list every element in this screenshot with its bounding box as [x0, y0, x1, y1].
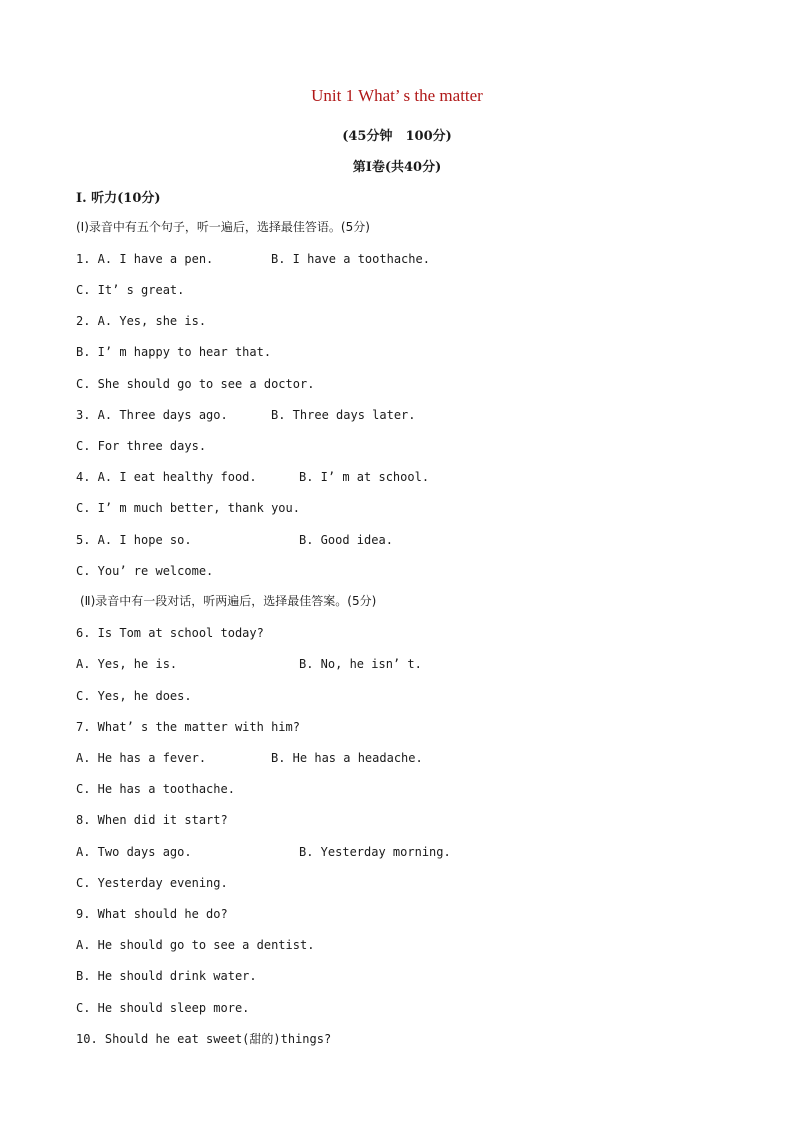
part1-instruction: (Ⅰ)录音中有五个句子，听一遍后，选择最佳答语。(5分) [76, 220, 370, 234]
q8-stem: 8. When did it start? [76, 813, 228, 827]
volume-heading: 第Ⅰ卷(共40分) [352, 160, 442, 175]
q6-option-a: A. Yes, he is. [76, 657, 178, 671]
q3-option-c: C. For three days. [76, 439, 207, 453]
q7-option-c: C. He has a toothache. [76, 782, 235, 796]
q6-option-b: B. No, he isn’ t. [299, 657, 422, 671]
q5-option-a: 5. A. I hope so. [76, 533, 192, 547]
time-score: (45分钟 100分) [342, 129, 452, 144]
q5-option-c: C. You’ re welcome. [76, 564, 214, 578]
q5-option-b: B. Good idea. [299, 533, 393, 547]
q9-option-c: C. He should sleep more. [76, 1001, 250, 1015]
q9-stem: 9. What should he do? [76, 907, 228, 921]
part2-instruction: (Ⅱ)录音中有一段对话，听两遍后，选择最佳答案。(5分) [80, 594, 377, 608]
q7-option-b: B. He has a headache. [271, 751, 423, 765]
q2-option-c: C. She should go to see a doctor. [76, 377, 315, 391]
q7-option-a: A. He has a fever. [76, 751, 207, 765]
q1-option-a: 1. A. I have a pen. [76, 252, 214, 266]
q8-option-b: B. Yesterday morning. [299, 845, 451, 859]
q9-option-b: B. He should drink water. [76, 969, 257, 983]
q6-stem: 6. Is Tom at school today? [76, 626, 264, 640]
q1-option-b: B. I have a toothache. [271, 252, 430, 266]
q8-option-c: C. Yesterday evening. [76, 876, 228, 890]
q4-option-c: C. I’ m much better, thank you. [76, 501, 300, 515]
q10-stem: 10. Should he eat sweet(甜的)things? [76, 1032, 332, 1046]
q2-option-a: 2. A. Yes, she is. [76, 314, 207, 328]
q3-option-b: B. Three days later. [271, 408, 416, 422]
q9-option-a: A. He should go to see a dentist. [76, 938, 315, 952]
q8-option-a: A. Two days ago. [76, 845, 192, 859]
q6-option-c: C. Yes, he does. [76, 689, 192, 703]
q2-option-b: B. I’ m happy to hear that. [76, 345, 272, 359]
q1-option-c: C. It’ s great. [76, 283, 185, 297]
q4-option-b: B. I’ m at school. [299, 470, 430, 484]
q7-stem: 7. What’ s the matter with him? [76, 720, 300, 734]
page-title: Unit 1 What’ s the matter [311, 86, 483, 105]
q4-option-a: 4. A. I eat healthy food. [76, 470, 257, 484]
section-listening-heading: Ⅰ. 听力(10分) [76, 191, 161, 206]
q3-option-a: 3. A. Three days ago. [76, 408, 228, 422]
